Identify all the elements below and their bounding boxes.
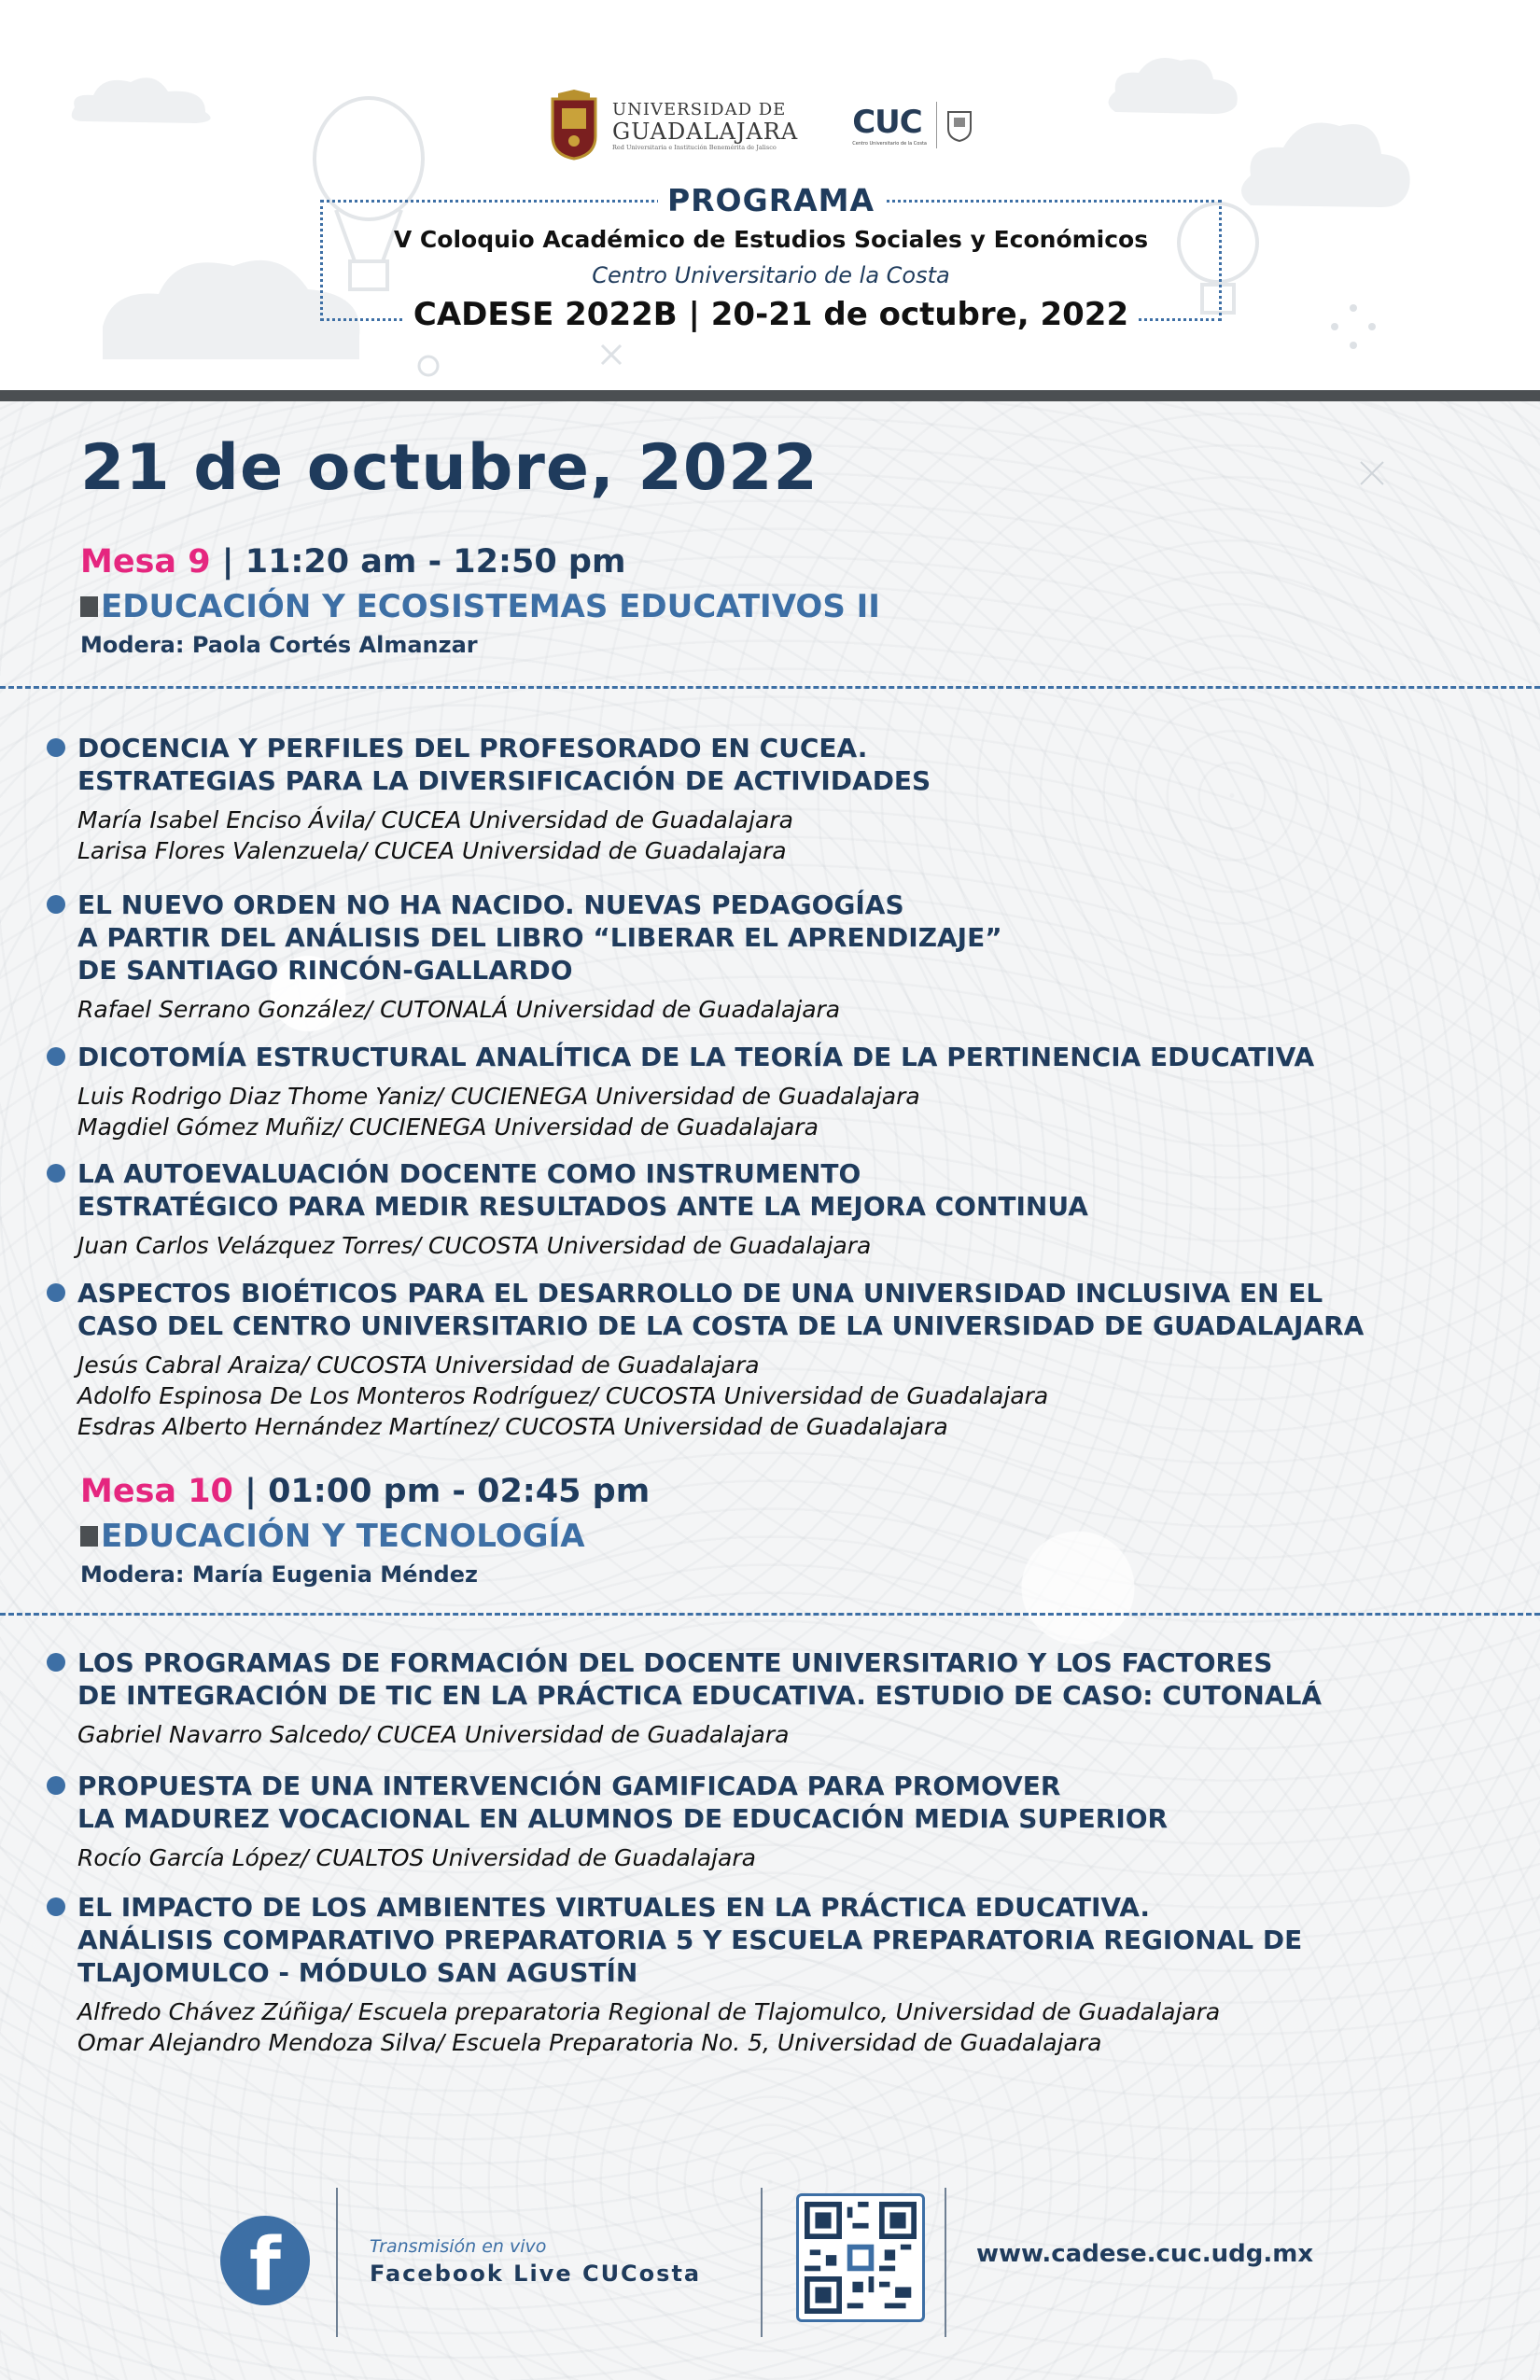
talk-title: DOCENCIA Y PERFILES DEL PROFESORADO EN CUCEA. ESTRATEGIAS PARA LA DIVERSIFICACIÓN DE ACTIVIDADES	[77, 733, 931, 796]
udg-name-line2: GUADALAJARA	[612, 118, 799, 145]
bullet-icon	[47, 1653, 65, 1672]
qr-code-icon	[805, 2202, 917, 2314]
talk-title: DICOTOMÍA ESTRUCTURAL ANALÍTICA DE LA TEORÍA DE LA PERTINENCIA EDUCATIVA	[77, 1042, 1315, 1072]
mesa-label: Mesa 10	[80, 1473, 233, 1510]
bullet-icon	[47, 1776, 65, 1795]
dashed-divider	[0, 686, 1540, 689]
dashed-divider	[0, 1613, 1540, 1616]
talk-title: EL IMPACTO DE LOS AMBIENTES VIRTUALES EN LA PRÁCTICA EDUCATIVA. ANÁLISIS COMPARATIVO PREPARATORIA 5 Y ESCUELA PREPARATORIA REGIONAL DE TLAJOMULCO - MÓDULO SAN AGUSTÍN	[77, 1892, 1303, 1988]
footer-divider	[336, 2188, 338, 2337]
close-mark-icon	[1358, 459, 1386, 487]
program-title-text: PROGRAMA	[658, 182, 884, 218]
talk-item	[47, 1277, 1484, 1442]
bullet-icon	[47, 1283, 65, 1302]
udg-name-line1: UNIVERSIDAD DE	[612, 99, 787, 119]
mesa-10-moderator: Modera: María Eugenia Méndez	[80, 1561, 478, 1588]
mesa-label: Mesa 9	[80, 543, 211, 581]
square-bullet-icon	[80, 1526, 98, 1547]
talk-authors: María Isabel Enciso Ávila/ CUCEA Universidad de Guadalajara Larisa Flores Valenzuela/ CUCEA Universidad de Guadalajara	[77, 806, 793, 864]
mesa-10-topic	[80, 1518, 585, 1555]
date-title: 21 de octubre, 2022	[80, 431, 819, 505]
mesa-topic-text: EDUCACIÓN Y TECNOLOGÍA	[101, 1518, 585, 1555]
footer-divider	[761, 2188, 763, 2337]
cuc-subtitle: Centro Universitario de la Costa	[852, 141, 927, 147]
bullet-icon	[47, 895, 65, 914]
facebook-glyph: f	[249, 2223, 281, 2307]
mesa-9-topic	[80, 588, 880, 625]
talk-title: ASPECTOS BIOÉTICOS PARA EL DESARROLLO DE UNA UNIVERSIDAD INCLUSIVA EN EL CASO DEL CENTRO UNIVERSITARIO DE LA COSTA DE LA UNIVERSIDAD DE GUADALAJARA	[77, 1278, 1365, 1341]
talk-authors: Luis Rodrigo Diaz Thome Yaniz/ CUCIENEGA Universidad de Guadalajara Magdiel Gómez Muñiz/ CUCIENEGA Universidad de Guadalajara	[77, 1083, 920, 1141]
talk-authors: Rocío García López/ CUALTOS Universidad de Guadalajara	[77, 1844, 756, 1871]
mesa-time: | 01:00 pm - 02:45 pm	[232, 1473, 651, 1510]
live-label: Transmisión en vivo	[370, 2236, 547, 2257]
talk-item	[47, 1770, 1484, 1873]
website-link[interactable]: www.cadese.cuc.udg.mx	[976, 2240, 1314, 2268]
bullet-icon	[47, 1897, 65, 1916]
talk-item	[47, 1041, 1484, 1142]
talk-authors: Juan Carlos Velázquez Torres/ CUCOSTA Universidad de Guadalajara	[77, 1232, 872, 1259]
campus-name: Centro Universitario de la Costa	[592, 262, 950, 288]
qr-code[interactable]	[796, 2193, 925, 2322]
talk-item	[47, 1157, 1484, 1261]
talk-authors: Rafael Serrano González/ CUTONALÁ Universidad de Guadalajara	[77, 996, 841, 1023]
talk-item	[47, 889, 1484, 1025]
talk-item	[47, 1891, 1484, 2058]
udg-subtitle: Red Universitaria e Institución Benemérita de Jalisco	[612, 143, 777, 151]
talk-authors: Gabriel Navarro Salcedo/ CUCEA Universidad de Guadalajara	[77, 1721, 790, 1748]
mesa-10-header	[80, 1473, 650, 1510]
talk-title: EL NUEVO ORDEN NO HA NACIDO. NUEVAS PEDAGOGÍAS A PARTIR DEL ANÁLISIS DEL LIBRO “LIBERAR EL APRENDIZAJE” DE SANTIAGO RINCÓN-GALLARDO	[77, 889, 1002, 986]
facebook-live-link[interactable]: Facebook Live CUCosta	[370, 2261, 702, 2287]
mesa-9-header	[80, 543, 625, 581]
talk-authors: Jesús Cabral Araiza/ CUCOSTA Universidad de Guadalajara Adolfo Espinosa De Los Monteros Rodríguez/ CUCOSTA Universidad de Guadalajara Esdras Alberto Hernández Martínez/ CUCOSTA Universidad de Guadalajara	[77, 1351, 1049, 1440]
edition-text: CADESE 2022B | 20-21 de octubre, 2022	[404, 296, 1138, 333]
footer	[0, 2147, 1540, 2380]
cuc-wordmark: CUC	[852, 104, 922, 141]
talk-title: PROPUESTA DE UNA INTERVENCIÓN GAMIFICADA PARA PROMOVER LA MADUREZ VOCACIONAL EN ALUMNOS DE EDUCACIÓN MEDIA SUPERIOR	[77, 1771, 1169, 1834]
talk-title: LOS PROGRAMAS DE FORMACIÓN DEL DOCENTE UNIVERSITARIO Y LOS FACTORES DE INTEGRACIÓN DE TIC EN LA PRÁCTICA EDUCATIVA. ESTUDIO DE CASO: CUTONALÁ	[77, 1647, 1323, 1711]
bullet-icon	[47, 1047, 65, 1066]
facebook-icon[interactable]	[220, 2216, 310, 2305]
talk-item	[47, 1646, 1484, 1750]
footer-divider	[945, 2188, 946, 2337]
talk-title: LA AUTOEVALUACIÓN DOCENTE COMO INSTRUMENTO ESTRATÉGICO PARA MEDIR RESULTADOS ANTE LA MEJORA CONTINUA	[77, 1158, 1088, 1222]
event-name: V Coloquio Académico de Estudios Sociales y Económicos	[393, 226, 1149, 253]
bullet-icon	[47, 1164, 65, 1183]
mesa-time: | 11:20 am - 12:50 pm	[210, 543, 626, 581]
mesa-topic-text: EDUCACIÓN Y ECOSISTEMAS EDUCATIVOS II	[101, 588, 880, 625]
bullet-icon	[47, 738, 65, 757]
mesa-9-moderator: Modera: Paola Cortés Almanzar	[80, 632, 478, 658]
talk-authors: Alfredo Chávez Zúñiga/ Escuela preparatoria Regional de Tlajomulco, Universidad de Guadalajara Omar Alejandro Mendoza Silva/ Escuela Preparatoria No. 5, Universidad de Guadalajara	[77, 1998, 1221, 2056]
talk-item	[47, 732, 1484, 866]
square-bullet-icon	[80, 596, 98, 617]
